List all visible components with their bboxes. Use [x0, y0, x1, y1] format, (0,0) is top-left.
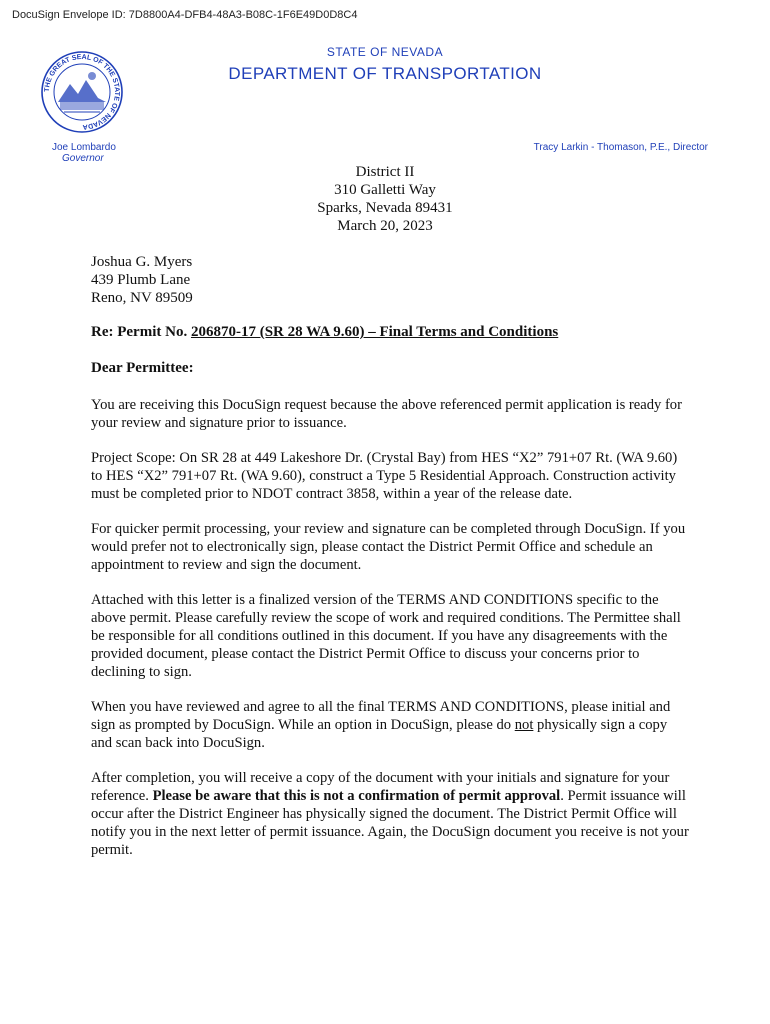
seal-text: THE GREAT SEAL OF THE STATE OF NEVADA — [43, 53, 121, 131]
district-city: Sparks, Nevada 89431 — [317, 200, 453, 216]
nevada-state-seal — [40, 50, 124, 134]
director-name: Tracy Larkin - Thomason, P.E., Director — [533, 142, 708, 153]
letter-date: March 20, 2023 — [337, 218, 433, 234]
subject-line — [91, 324, 558, 341]
recipient-address-block — [91, 253, 193, 307]
recipient-city: Reno, NV 89509 — [91, 290, 193, 306]
district-street: 310 Galletti Way — [334, 182, 436, 198]
salutation: Dear Permittee: — [91, 360, 194, 376]
docusign-envelope-id: DocuSign Envelope ID: 7D8800A4-DFB4-48A3-B08C-1F6E49D0D8C4 — [12, 9, 358, 21]
paragraph-intro: You are receiving this DocuSign request because the above referenced permit application is ready for your review and signature prior to issuance. — [91, 397, 682, 431]
governor-title: Governor — [62, 153, 104, 164]
department-heading: DEPARTMENT OF TRANSPORTATION — [228, 64, 542, 83]
paragraph-completion-part2: . Permit issuance will occur after the District Engineer has physically signed the document. The District Permit Office will notify you in the next letter of permit issuance. Again, the DocuSign document you receive is not your permit. — [91, 788, 689, 858]
paragraph-signing — [91, 698, 691, 752]
paragraph-completion-warning: Please be aware that this is not a confirmation of permit approval — [152, 788, 561, 804]
letter-body — [91, 396, 691, 876]
paragraph-terms: Attached with this letter is a finalized version of the TERMS AND CONDITIONS specific to the above permit. Please carefully review the scope of work and required conditions. The Permittee shall be responsible for all conditions outlined in this document. If you have any disagreements with the provided document, please contact the District Permit Office to discuss your concerns prior to declining to sign. — [91, 592, 681, 680]
subject-prefix: Re: Permit No. — [91, 324, 191, 340]
subject-text: 206870-17 (SR 28 WA 9.60) – Final Terms and Conditions — [190, 324, 559, 340]
state-heading: STATE OF NEVADA — [326, 45, 444, 59]
paragraph-signing-part2: physically sign a copy and scan back into DocuSign. — [91, 717, 668, 751]
paragraph-project-scope: Project Scope: On SR 28 at 449 Lakeshore Dr. (Crystal Bay) from HES “X2” 791+07 Rt. (WA 9.60) to HES “X2” 791+07 Rt. (WA 9.60), construct a Type 5 Residential Approach. Construction activity must be completed prior to NDOT contract 3858, within a year of the release date. — [91, 450, 678, 502]
recipient-name: Joshua G. Myers — [91, 254, 193, 270]
paragraph-completion-part1: After completion, you will receive a copy of the document with your initials and signature for your reference. — [91, 770, 670, 804]
district-address-block — [0, 163, 770, 235]
district-name: District II — [355, 164, 415, 180]
paragraph-docusign: For quicker permit processing, your review and signature can be completed through DocuSign. If you would prefer not to electronically sign, please contact the District Permit Office and schedule an appointment to review and sign the document. — [91, 521, 686, 573]
paragraph-signing-part1: When you have reviewed and agree to all the final TERMS AND CONDITIONS, please initial and sign as prompted by DocuSign. While an option in DocuSign, please do — [91, 699, 671, 733]
paragraph-signing-emphasis: not — [514, 717, 534, 733]
governor-name: Joe Lombardo — [52, 142, 116, 153]
recipient-street: 439 Plumb Lane — [91, 272, 191, 288]
paragraph-completion — [91, 769, 691, 859]
